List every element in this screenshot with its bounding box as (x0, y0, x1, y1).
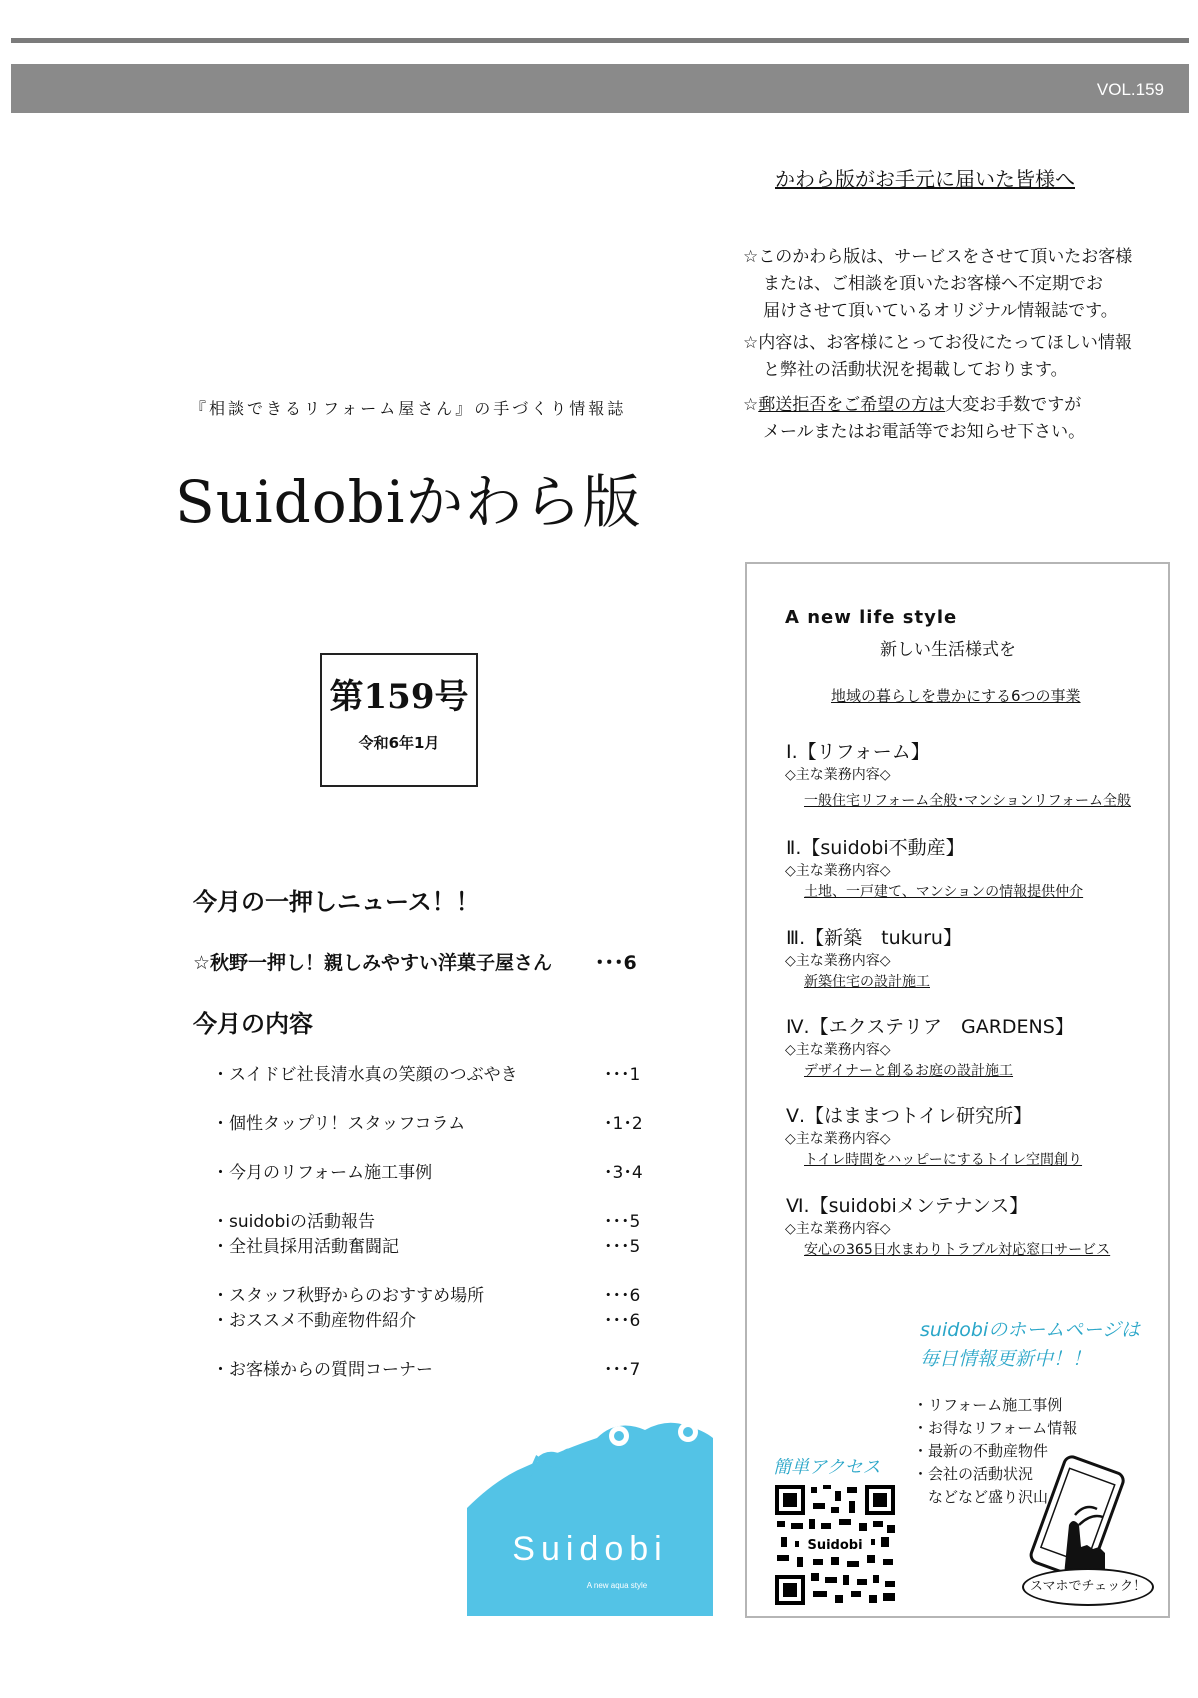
push-heading: 今月の一押しニュース！！ (193, 888, 480, 916)
homepage-list-item: ・お得なリフォーム情報 (913, 1419, 1078, 1437)
header-banner (11, 64, 1189, 113)
toc-page: ･･･7 (604, 1360, 641, 1380)
toc-item: ・今月のリフォーム施工事例 (212, 1163, 433, 1183)
toc-page: ･･･1 (604, 1065, 641, 1085)
homepage-promo (920, 1316, 1140, 1374)
notice-line: または、ご相談を頂いたお客様へ不定期でお (763, 274, 1103, 294)
business-title: Ⅱ.【suidobi不動産】 (786, 837, 965, 859)
easy-access-label: 簡単アクセス (773, 1457, 881, 1478)
business-intro: 地域の暮らしを豊かにする6つの事業 (831, 687, 1081, 705)
business-sub-label: ◇主な業務内容◇ (785, 767, 891, 783)
lifestyle-jp: 新しい生活様式を (880, 640, 1016, 660)
toc-page: ･･･6 (604, 1311, 641, 1331)
notice-line: と弊社の活動状況を掲載しております。 (763, 360, 1068, 380)
toc-page: ･･･5 (604, 1212, 641, 1232)
business-title: Ⅲ.【新築 tukuru】 (786, 927, 962, 949)
business-title: Ⅳ.【エクステリア GARDENS】 (786, 1016, 1074, 1038)
notice-line-rest: 大変お手数ですが (945, 395, 1082, 415)
toc-page: ･･･5 (604, 1237, 641, 1257)
notice-line (743, 392, 1163, 419)
business-desc: デザイナーと創るお庭の設計施工 (804, 1063, 1014, 1079)
smartphone-check-badge: スマホでチェック！ (1022, 1568, 1154, 1606)
issue-box (320, 653, 478, 787)
toc-page: ･3･4 (604, 1163, 643, 1183)
issue-date: 令和6年1月 (358, 734, 440, 752)
homepage-list-item: ・リフォーム施工事例 (913, 1396, 1063, 1414)
toc-page: ･1･2 (604, 1114, 643, 1134)
magazine-title: Suidobiかわら版 (175, 468, 642, 536)
business-desc: 土地、一戸建て、マンションの情報提供仲介 (804, 884, 1084, 900)
qr-label: Suidobi (807, 1538, 863, 1553)
toc-item: ・おススメ不動産物件紹介 (212, 1311, 416, 1331)
homepage-list-item: などなど盛り沢山 (913, 1488, 1049, 1506)
business-title: Ⅵ.【suidobiメンテナンス】 (786, 1195, 1029, 1217)
business-sub-label: ◇主な業務内容◇ (785, 1131, 891, 1147)
lifestyle-en: A new life style (785, 607, 958, 628)
notice-line: 届けさせて頂いているオリジナル情報誌です。 (763, 301, 1118, 321)
logo-wordmark: Suidobi (512, 1530, 668, 1568)
business-desc: 新築住宅の設計施工 (804, 974, 930, 990)
business-sub-label: ◇主な業務内容◇ (785, 953, 891, 969)
homepage-line-2: 毎日情報更新中！！ (920, 1348, 1092, 1370)
business-desc: 一般住宅リフォーム全般･マンションリフォーム全般 (804, 793, 1131, 809)
notice-paragraph-2 (743, 330, 1163, 384)
suidobi-logo (467, 1418, 713, 1616)
business-desc: トイレ時間をハッピーにするトイレ空間創り (804, 1152, 1083, 1168)
notice-optout-text: 郵送拒否をご希望の方は (758, 395, 946, 415)
notice-title: かわら版がお手元に届いた皆様へ (775, 167, 1075, 191)
tagline: 『相談できるリフォーム屋さん』の手づくり情報誌 (190, 399, 627, 418)
homepage-list-item: ・会社の活動状況 (913, 1465, 1034, 1483)
volume-number: VOL.159 (1096, 80, 1164, 99)
homepage-line-1: suidobiのホームページは (920, 1319, 1140, 1341)
toc-item: ・個性タップリ！スタッフコラム (212, 1114, 466, 1134)
top-rule (11, 38, 1189, 43)
contents-heading: 今月の内容 (193, 1010, 313, 1038)
notice-paragraph-1 (743, 244, 1163, 325)
toc-page: ･･･6 (604, 1286, 641, 1306)
qr-code[interactable] (773, 1483, 897, 1607)
notice-star: ☆ (743, 395, 759, 415)
push-page: ･･･6 (595, 952, 637, 974)
logo-tagline: A new aqua style (586, 1581, 648, 1590)
business-title: Ⅴ.【はままつトイレ研究所】 (786, 1105, 1033, 1127)
notice-line: ☆内容は、お客様にとってお役にたってほしい情報 (743, 333, 1132, 353)
business-sub-label: ◇主な業務内容◇ (785, 863, 891, 879)
toc-item: ・お客様からの質問コーナー (212, 1360, 433, 1380)
toc-item: ・スタッフ秋野からのおすすめ場所 (212, 1286, 485, 1306)
push-item: ☆秋野一押し！親しみやすい洋菓子屋さん (193, 952, 553, 974)
homepage-list-item: ・最新の不動産物件 (913, 1442, 1049, 1460)
toc-item: ・suidobiの活動報告 (212, 1212, 376, 1232)
business-sub-label: ◇主な業務内容◇ (785, 1042, 891, 1058)
notice-paragraph-3 (743, 392, 1163, 446)
notice-line: メールまたはお電話等でお知らせ下さい。 (763, 422, 1086, 442)
toc-item: ・スイドビ社長清水真の笑顔のつぶやき (212, 1065, 518, 1085)
issue-number: 第159号 (329, 677, 469, 717)
toc-item: ・全社員採用活動奮闘記 (212, 1237, 399, 1257)
business-desc: 安心の365日水まわりトラブル対応窓口サービス (804, 1242, 1111, 1258)
business-sub-label: ◇主な業務内容◇ (785, 1221, 891, 1237)
business-title: Ⅰ.【リフォーム】 (786, 741, 930, 763)
notice-line: ☆このかわら版は、サービスをさせて頂いたお客様 (743, 247, 1133, 267)
